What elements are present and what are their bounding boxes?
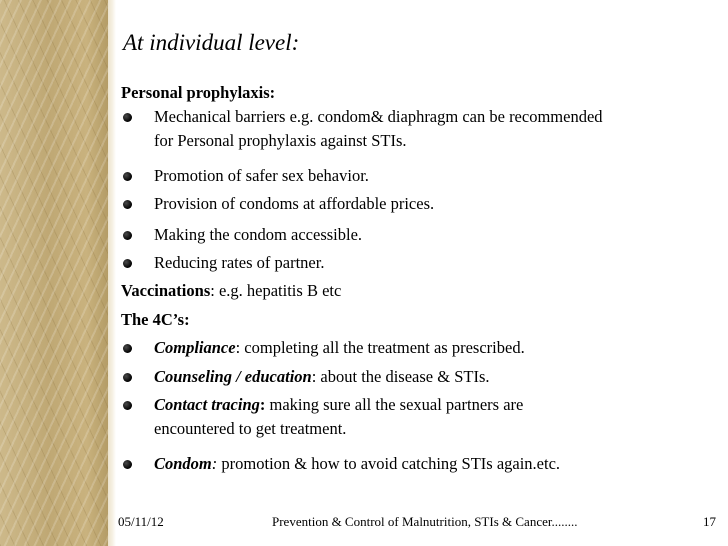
bullet-icon bbox=[123, 401, 132, 410]
bullet-text: Mechanical barriers e.g. condom& diaphragm can be recommended bbox=[154, 107, 603, 126]
bullet-item bbox=[121, 225, 721, 245]
bullet-icon bbox=[123, 373, 132, 382]
bullet-text-continued: for Personal prophylaxis against STIs. bbox=[154, 131, 407, 150]
bullet-item bbox=[121, 166, 721, 186]
bullet-text bbox=[154, 367, 490, 387]
vaccinations-label: Vaccinations bbox=[121, 281, 211, 300]
footer-title: Prevention & Control of Malnutrition, STIs & Cancer........ bbox=[272, 514, 578, 529]
footer-date: 05/11/12 bbox=[118, 514, 164, 529]
bullet-text: Promotion of safer sex behavior. bbox=[154, 166, 369, 185]
term-counseling: Counseling / education bbox=[154, 367, 312, 386]
bullet-item bbox=[121, 338, 721, 358]
bullet-item bbox=[121, 367, 721, 387]
bullet-icon bbox=[123, 259, 132, 268]
vaccinations-text: : e.g. hepatitis B etc bbox=[210, 281, 342, 300]
bullet-item bbox=[121, 194, 721, 214]
bullet-text bbox=[154, 338, 525, 358]
bullet-text bbox=[154, 454, 560, 474]
term-separator: : bbox=[259, 395, 266, 414]
bullet-text: Provision of condoms at affordable prices. bbox=[154, 194, 435, 213]
section-heading-4cs: The 4C’s: bbox=[121, 310, 190, 329]
bullet-item bbox=[121, 107, 721, 151]
term-compliance: Compliance bbox=[154, 338, 236, 357]
bullet-item bbox=[121, 395, 721, 439]
term-description: : about the disease & STIs. bbox=[311, 367, 490, 386]
bullet-icon bbox=[123, 344, 132, 353]
decorative-sidebar bbox=[0, 0, 108, 546]
bullet-item bbox=[121, 253, 721, 273]
term-separator: : bbox=[211, 454, 218, 473]
term-condom: Condom bbox=[154, 454, 212, 473]
term-description: making sure all the sexual partners are bbox=[265, 395, 524, 414]
term-description: : completing all the treatment as prescribed. bbox=[235, 338, 525, 357]
bullet-item bbox=[121, 454, 721, 474]
bullet-text: Making the condom accessible. bbox=[154, 225, 363, 244]
bullet-text-continued: encountered to get treatment. bbox=[154, 419, 347, 438]
bullet-icon bbox=[123, 172, 132, 181]
bullet-text bbox=[154, 395, 523, 415]
bullet-icon bbox=[123, 460, 132, 469]
bullet-icon bbox=[123, 200, 132, 209]
bullet-text: Reducing rates of partner. bbox=[154, 253, 325, 272]
slide-number: 17 bbox=[703, 514, 716, 529]
vaccinations-line bbox=[121, 281, 341, 301]
term-description: promotion & how to avoid catching STIs again.etc. bbox=[217, 454, 561, 473]
section-heading-personal-prophylaxis: Personal prophylaxis: bbox=[121, 83, 276, 102]
sidebar-edge bbox=[108, 0, 116, 546]
bullet-icon bbox=[123, 231, 132, 240]
bullet-icon bbox=[123, 113, 132, 122]
slide-title: At individual level: bbox=[123, 30, 300, 55]
term-contact-tracing: Contact tracing bbox=[154, 395, 260, 414]
